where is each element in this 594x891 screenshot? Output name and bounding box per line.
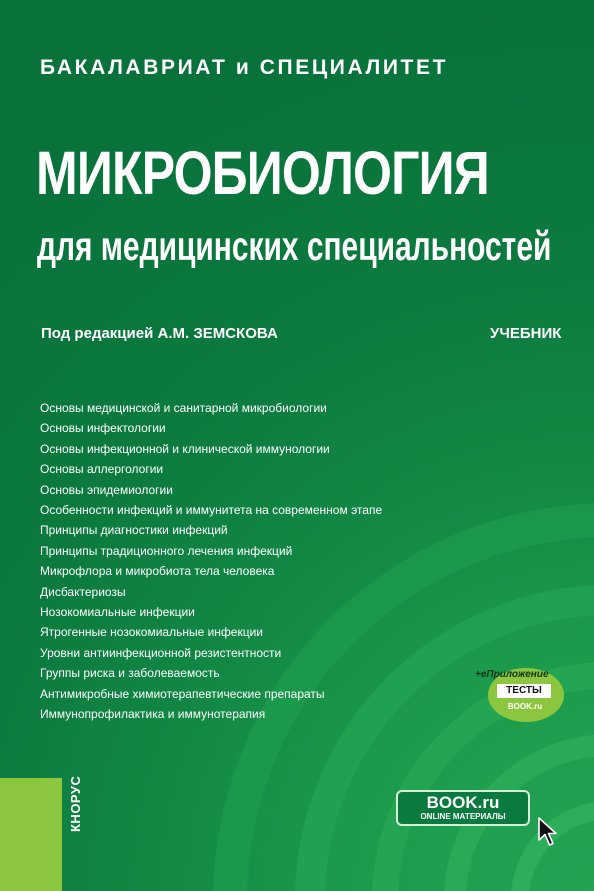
list-item: Ятрогенные нозокомиальные инфекции — [40, 625, 263, 640]
list-item: Принципы традиционного лечения инфекций — [40, 543, 293, 558]
publisher-bar — [0, 778, 62, 891]
badge-tests-label: ТЕСТЫ — [497, 684, 551, 698]
book-type-label: УЧЕБНИК — [490, 325, 562, 342]
book-title: МИКРОБИОЛОГИЯ — [36, 139, 489, 207]
list-item: Нозокомиальные инфекции — [40, 605, 195, 620]
book-subtitle: для медицинских специальностей — [37, 223, 552, 269]
list-item: Основы аллергологии — [40, 462, 164, 477]
list-item: Уровни антиинфекционной резистентности — [40, 645, 282, 660]
list-item: Группы риска и заболеваемость — [40, 666, 220, 681]
series-label: БАКАЛАВРИАТ и СПЕЦИАЛИТЕТ — [40, 56, 449, 79]
list-item: Иммунопрофилактика и иммунотерапия — [40, 707, 266, 722]
cursor-arrow-icon — [537, 816, 559, 848]
list-item: Основы эпидемиологии — [40, 482, 173, 497]
badge-app-label: +еПриложение — [475, 669, 549, 680]
list-item: Особенности инфекций и иммунитета на современном этапе — [40, 503, 383, 518]
list-item: Антимикробные химиотерапевтические препараты — [40, 686, 325, 701]
list-item: Основы инфектологии — [40, 421, 166, 436]
online-caption: ONLINE МАТЕРИАЛЫ — [420, 812, 506, 821]
list-item: Основы медицинской и санитарной микробиологии — [40, 401, 327, 415]
publisher-logo: КНОРУС — [68, 775, 83, 832]
list-item: Принципы диагностики инфекций — [40, 523, 228, 538]
list-item: Основы инфекционной и клинической иммунологии — [40, 441, 330, 456]
contents-list — [40, 398, 382, 725]
badge-site-label: BOOK.ru — [507, 702, 543, 711]
list-item: Микрофлора и микробиота тела человека — [40, 564, 275, 579]
editor-credit: Под редакцией А.М. ЗЕМСКОВА — [41, 325, 278, 342]
list-item: Дисбактериозы — [40, 584, 126, 599]
online-materials-button[interactable] — [396, 790, 530, 826]
online-brand: BOOK.ru — [426, 793, 500, 812]
